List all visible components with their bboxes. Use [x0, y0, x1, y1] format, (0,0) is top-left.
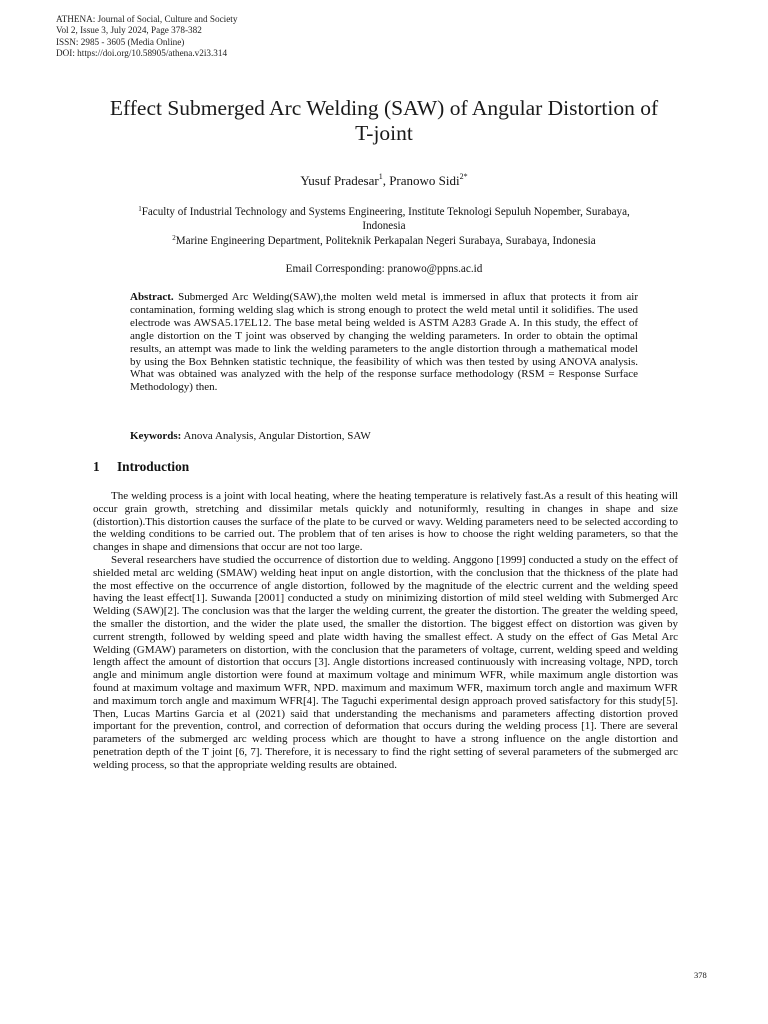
journal-header	[56, 14, 237, 60]
abstract-text: Submerged Arc Welding(SAW),the molten weld metal is immersed in aflux that protects it from air contamination, forming welding slag which is strong enough to protect the weld metal until it solidifies. The used electrode was AWSA5.17EL12. The base metal being welded is ASTM A283 Grade A. In this study, the effect of angle distortion on the T joint was observed by changing the welding parameters. In order to obtain the optimal results, an attempt was made to link the welding parameters to the angle distortion through a mathematical model by using the Box Behnken statistic technique, the feasibility of which was then tested by using ANOVA analysis. What was obtained was analyzed with the help of the response surface methodology (RSM = Response Surface Methodology) then.	[130, 291, 638, 394]
author-affiliation-marker: 2*	[459, 172, 468, 181]
affiliation-marker: 1	[138, 205, 142, 213]
affiliation-text: Faculty of Industrial Technology and Systems Engineering, Institute Teknologi Sepuluh Nopember, Surabaya,	[141, 206, 630, 218]
journal-volume: Vol 2, Issue 3, July 2024, Page 378-382	[56, 25, 202, 36]
keywords-label: Keywords:	[130, 430, 182, 442]
corresponding-email: Email Corresponding: pranowo@ppns.ac.id	[285, 263, 483, 275]
affiliation-text: Marine Engineering Department, Politeknik Perkapalan Negeri Surabaya, Surabaya, Indonesia	[175, 234, 596, 247]
author-name: Yusuf Pradesar	[300, 173, 379, 188]
affiliations	[90, 205, 678, 248]
paper-title	[80, 96, 688, 146]
affiliation-1-continued: Indonesia	[362, 220, 406, 233]
paragraph: Several researchers have studied the occurrence of distortion due to welding. Anggono [1999] conducted a study on the effect of shielded metal arc welding (SMAW) welding heat input on angle distortion, with the conclusion that the thickness of the plate had the most effective on the occurrence of angle distortion, followed by the magnitude of the electric current and the welding speed having the least effect[1]. Suwanda [2001] conducted a study on minimizing distortion of mild steel welding with Submerged Arc Welding (SAW)[2]. The conclusion was that the larger the welding current, the greater the distortion. The greater the welding speed, the smaller the distortion, and the wider the plate used, the smaller the distortion. The biggest effect on distortion was given by current strength, followed by welding speed and plate width having the smallest effect. A study on the effect of Gas Metal Arc Welding (GMAW) parameters on distortion, with the conclusion that the parameters of voltage, current, welding speed and welding length affect the amount of distortion that occurs [3]. Angle distortions increased continuously with increasing voltage, NPD, torch angle and minimum angle distortion were found at maximum voltage and minimum WFR, while maximum angle distortion was found at maximum voltage and maximum WFR, NPD. maximum and maximum WFR, maximum torch angle and maximum WFR and maximum torch angle and maximum WFR[4]. The Taguchi experimental design approach proved satisfactory for this study[5]. Then, Lucas Martins Garcia et al (2021) said that understanding the mechanisms and parameters affecting distortion proved important for the prevention, control, and correction of deformation that occurs during the welding process [1]. There are several parameters of the submerged arc welding process which are thought to have a strong influence on the angle distortion and penetration depth of the T joint [6, 7]. Therefore, it is necessary to find the right setting of several parameters of the submerged arc welding process, so that the appropriate welding results are obtained.	[93, 553, 678, 771]
affiliation-marker: 2	[172, 233, 176, 242]
paragraph: The welding process is a joint with local heating, where the heating temperature is relatively fast.As a result of this heating will occur grain growth, stretching and dissimilar metals quickly and notuniformly, resulting in changes in shape and size (distortion).This distortion causes the surface of the plate to be curved or wavy. Welding parameters need to be selected according to the welding conditions to be carried out. The problem that of ten arises is how to choose the right welding parameters, so that the changes in shape and dimensions that occur are not too large.	[93, 490, 678, 554]
author-name: Pranowo Sidi	[389, 173, 460, 188]
journal-issn: ISSN: 2985 - 3605 (Media Online)	[56, 36, 185, 47]
author-separator: ,	[382, 173, 390, 188]
journal-doi[interactable]: DOI: https://doi.org/10.58905/athena.v2i3.314	[56, 48, 228, 59]
page-number: 378	[694, 970, 707, 980]
paper-title-line-2: T-joint	[355, 121, 413, 145]
author-affiliation-marker: 1	[378, 172, 383, 181]
section-heading	[93, 459, 189, 475]
keywords	[130, 430, 638, 443]
affiliation-1	[90, 205, 678, 219]
author-list	[0, 173, 768, 189]
introduction-body	[93, 490, 678, 772]
abstract-label: Abstract.	[130, 291, 174, 303]
paper-title-line-1: Effect Submerged Arc Welding (SAW) of Angular Distortion of	[109, 96, 659, 120]
section-number: 1	[93, 459, 100, 474]
keywords-text: Anova Analysis, Angular Distortion, SAW	[181, 430, 371, 442]
abstract	[130, 291, 638, 394]
section-title: Introduction	[117, 459, 190, 474]
journal-name: ATHENA: Journal of Social, Culture and Society	[56, 14, 238, 24]
affiliation-2	[90, 234, 678, 248]
